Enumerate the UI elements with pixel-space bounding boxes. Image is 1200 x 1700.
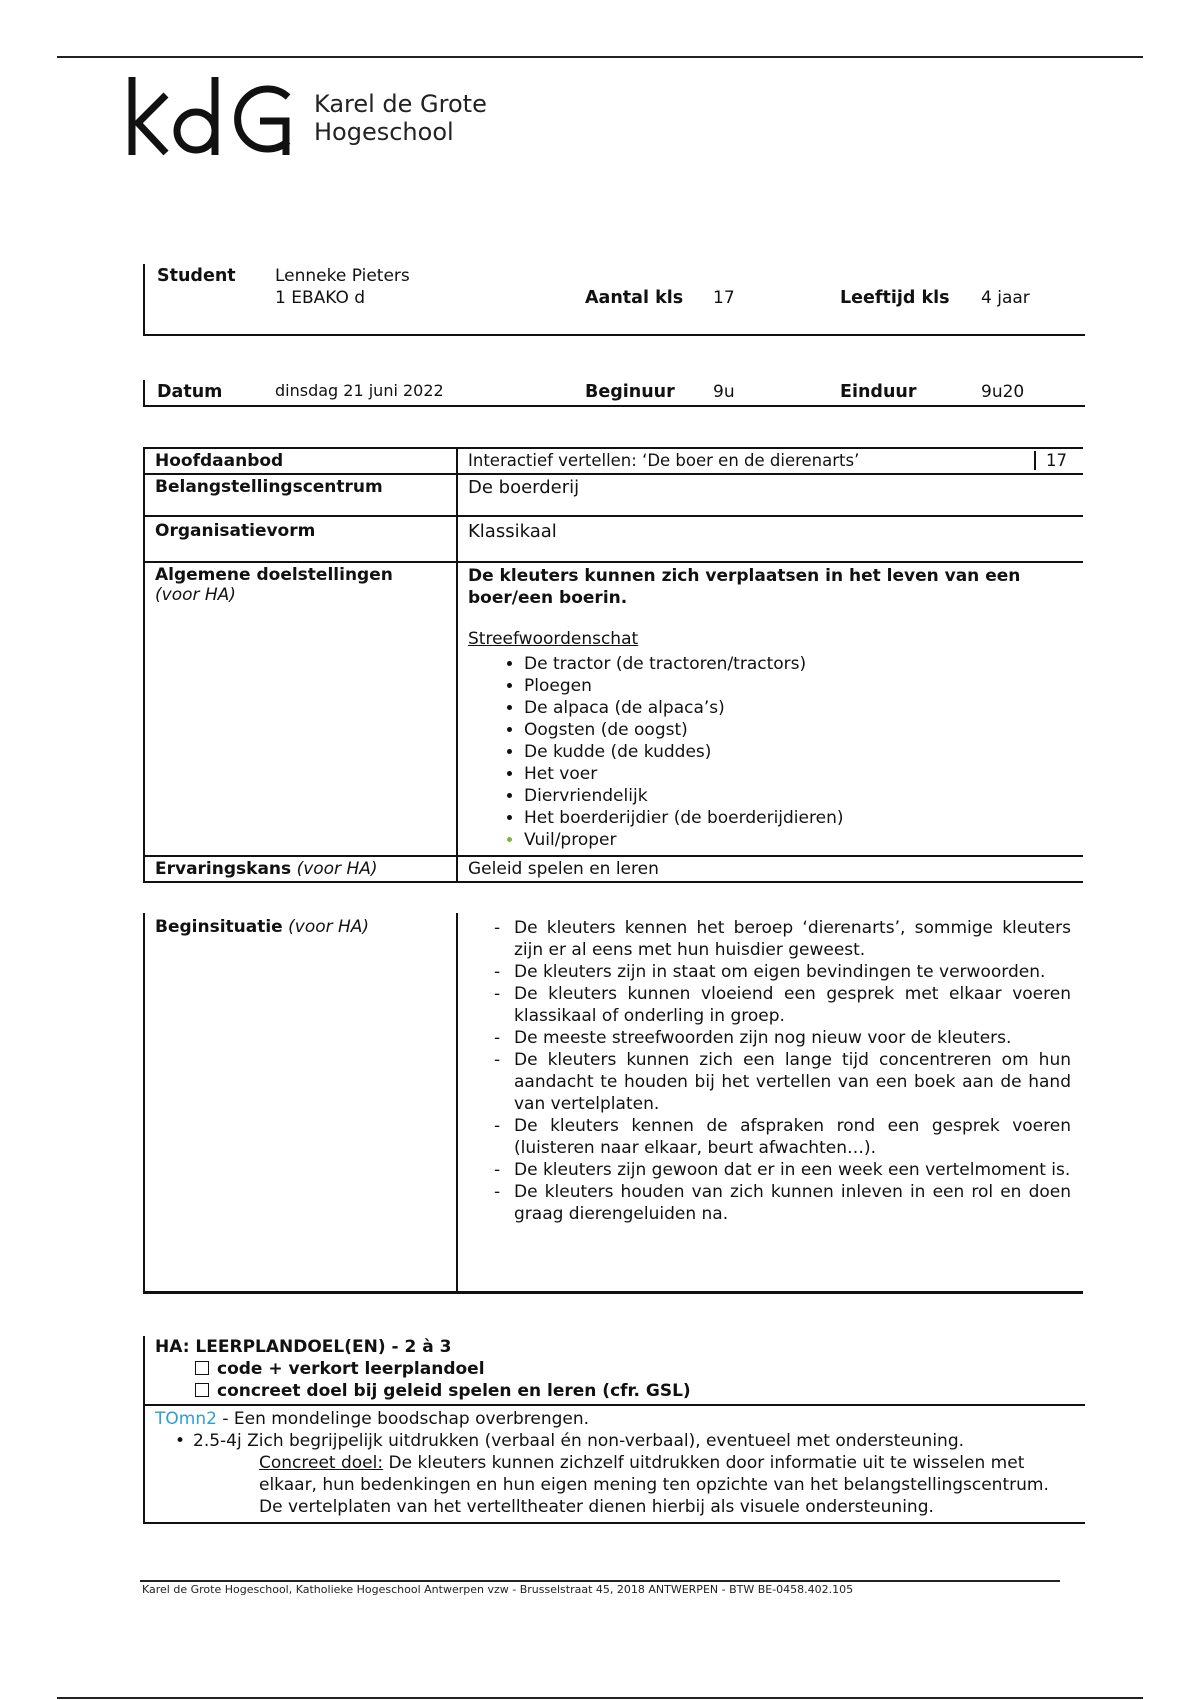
erv-sub: (voor HA) — [296, 859, 378, 879]
begin-item: - De kleuters kennen de afspraken rond een gesprek voeren (luisteren naar elkaar, beurt afwachten…). — [498, 1115, 1071, 1159]
einduur-value: 9u20 — [981, 382, 1025, 402]
kdg-logo-mark — [128, 75, 298, 160]
streef-list — [468, 653, 1073, 851]
einduur-label: Einduur — [840, 382, 917, 402]
concreet-label: Concreet doel: — [259, 1453, 384, 1473]
checkbox-concreet[interactable] — [195, 1383, 209, 1397]
beginuur-value: 9u — [713, 382, 735, 402]
begin-item: - De kleuters kunnen zich een lange tijd concentreren om hun aandacht te houden bij het vertellen van een boek aan de hand van vertelplaten. — [498, 1049, 1071, 1115]
erv-value: Geleid spelen en leren — [457, 856, 1083, 882]
student-block — [143, 264, 1085, 336]
begin-item: - De kleuters zijn in staat om eigen bevindingen te verwoorden. — [498, 961, 1071, 983]
aantal-value: 17 — [713, 288, 735, 308]
begin-item: - De kleuters houden van zich kunnen inleven in een rol en doen graag dierengeluiden na. — [498, 1181, 1071, 1225]
begin-item: - De kleuters kunnen vloeiend een gesprek met elkaar voeren klassikaal of onderling in groep. — [498, 983, 1071, 1027]
streef-item: • De alpaca (de alpaca’s) — [524, 697, 1073, 719]
row-ervaringskans — [144, 856, 1083, 882]
ha-title: HA: LEERPLANDOEL(EN) - 2 à 3 — [155, 1337, 452, 1357]
begin-item: - De meeste streefwoorden zijn nog nieuw voor de kleuters. — [498, 1027, 1071, 1049]
row-belangstellingscentrum — [144, 474, 1083, 516]
streef-item: • Oogsten (de oogst) — [524, 719, 1073, 741]
activity-table — [143, 447, 1083, 883]
checkbox-code[interactable] — [195, 1361, 209, 1375]
bottom-rule — [57, 1697, 1143, 1699]
streef-item: • Het boerderijdier (de boerderijdieren) — [524, 807, 1073, 829]
kdg-logo — [128, 75, 487, 160]
streef-item: • Ploegen — [524, 675, 1073, 697]
org-value: Klassikaal — [457, 516, 1083, 562]
bc-value: De boerderij — [457, 474, 1083, 516]
begin-label: Beginsituatie — [155, 917, 283, 937]
leeftijd-value: 4 jaar — [981, 288, 1030, 308]
beginuur-label: Beginuur — [585, 382, 675, 402]
erv-label: Ervaringskans — [155, 859, 292, 879]
student-name: Lenneke Pieters — [275, 266, 410, 286]
alg-sub: (voor HA) — [155, 585, 236, 605]
leerplan-code: TOmn2 — [155, 1409, 217, 1429]
streef-title: Streefwoordenschat — [468, 629, 639, 649]
ha-block — [143, 1336, 1085, 1524]
bullet-dot: • — [175, 1431, 186, 1451]
logo-name-line1: Karel de Grote — [314, 89, 487, 118]
hoofdaanbod-value: Interactief vertellen: ‘De boer en de dierenarts’ — [468, 451, 860, 470]
datum-value: dinsdag 21 juni 2022 — [275, 381, 444, 400]
org-label: Organisatievorm — [144, 516, 457, 562]
concreet-text: De kleuters kunnen zichzelf uitdrukken door informatie uit te wisselen met elkaar, hun bedenkingen en hun eigen mening ten opzichte van het belangstellingscentrum. De vertelplaten van het vertelltheater dienen hierbij als visuele ondersteuning. — [259, 1453, 1049, 1517]
hoofdaanbod-number: 17 — [1034, 451, 1067, 470]
begin-item: - De kleuters kennen het beroep ‘dierenarts’, sommige kleuters zijn er al eens met hun huisdier geweest. — [498, 917, 1071, 961]
hoofdaanbod-label: Hoofdaanbod — [144, 448, 457, 474]
leerplan-code-text: - Een mondelinge boodschap overbrengen. — [216, 1409, 590, 1429]
streef-item: • De tractor (de tractoren/tractors) — [524, 653, 1073, 675]
datum-label: Datum — [157, 382, 223, 402]
footer-text: Karel de Grote Hogeschool, Katholieke Hogeschool Antwerpen vzw - Brusselstraat 45, 2018 ANTWERPEN - BTW BE-0458.402.105 — [142, 1583, 854, 1596]
alg-goal: De kleuters kunnen zich verplaatsen in het leven van een boer/een boerin. — [468, 566, 1021, 608]
check-label-2: concreet doel bij geleid spelen en leren (cfr. GSL) — [217, 1381, 691, 1401]
student-class: 1 EBAKO d — [275, 288, 366, 308]
leeftijd-label: Leeftijd kls — [840, 288, 950, 308]
row-organisatievorm — [144, 516, 1083, 562]
begin-list — [458, 917, 1071, 1225]
student-label: Student — [157, 266, 236, 286]
beginsituatie-table — [143, 913, 1083, 1294]
row-algemene-doelstellingen — [144, 562, 1083, 856]
streef-item: • De kudde (de kuddes) — [524, 741, 1073, 763]
begin-sub: (voor HA) — [288, 917, 370, 937]
footer-rule — [140, 1580, 1060, 1582]
date-block — [143, 380, 1085, 407]
begin-item: - De kleuters zijn gewoon dat er in een week een vertelmoment is. — [498, 1159, 1071, 1181]
streef-item: • Het voer — [524, 763, 1073, 785]
bc-label: Belangstellingscentrum — [144, 474, 457, 516]
alg-label: Algemene doelstellingen — [155, 565, 393, 585]
top-rule — [57, 56, 1143, 58]
logo-name-line2: Hogeschool — [314, 117, 454, 146]
row-hoofdaanbod — [144, 448, 1083, 474]
streef-item: • Vuil/proper — [524, 829, 1073, 851]
streef-item: • Diervriendelijk — [524, 785, 1073, 807]
aantal-label: Aantal kls — [585, 288, 684, 308]
leerplan-bullet: 2.5-4j Zich begrijpelijk uitdrukken (verbaal én non-verbaal), eventueel met ondersteuning. — [193, 1431, 965, 1451]
check-label-1: code + verkort leerplandoel — [217, 1359, 485, 1379]
